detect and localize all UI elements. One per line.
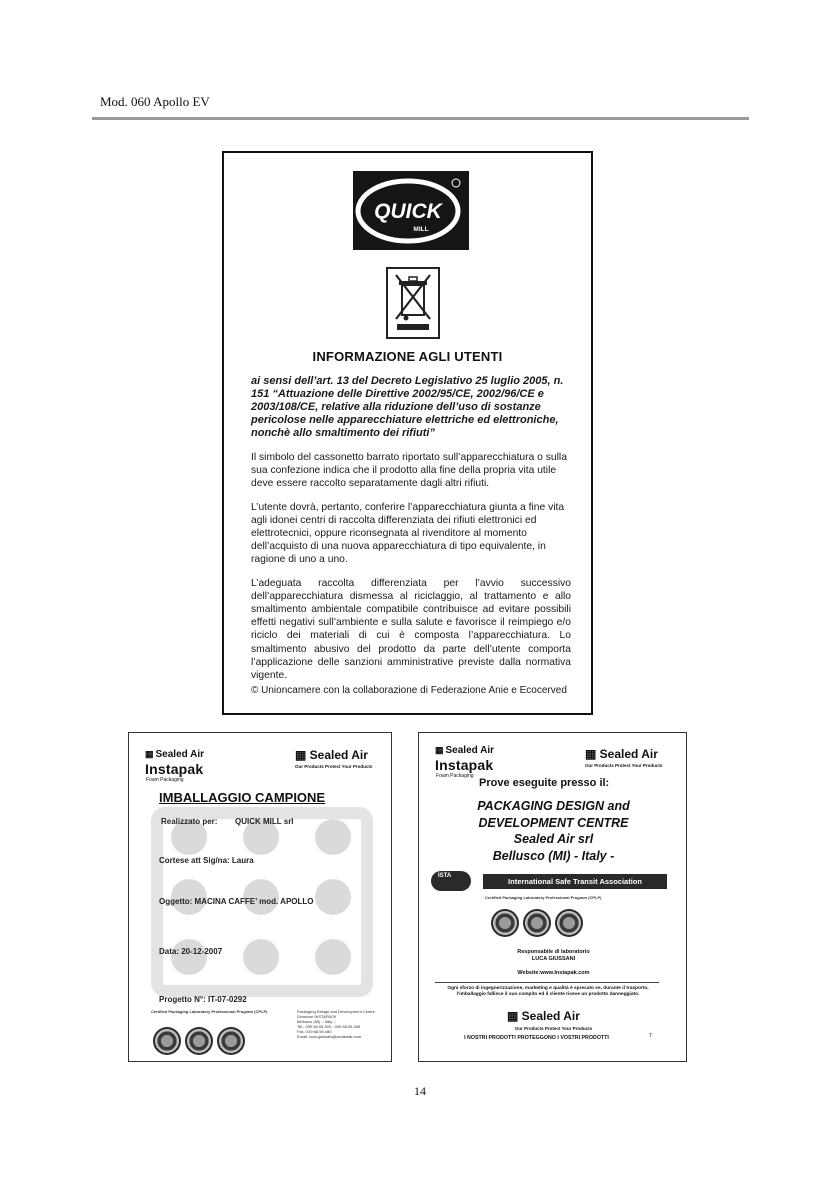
sealed-air-tagline: Our Products Protect Your Products — [585, 763, 663, 768]
cplp-label: Certified Packaging Laboratory Professional Program (CPLP) — [485, 895, 602, 900]
notice-paragraph-3: L’adeguata raccolta differenziata per l’avvio successivo dell’apparecchiatura dismessa al riciclaggio, al trattamento e allo smaltimento ambientale compatibile contribuisce ad evitare possibili effetti negativi sull’ambiente e sulla salute e favorisce il reimpiego e/o riciclo dei materiali di cui è composta l’apparecchiatura. Lo smaltimento abusivo del prodotto da parte dell’utente comporta l’applicazione delle sanzioni amministrative previste dalla normativa vigente. — [251, 577, 571, 682]
tray-cell — [315, 819, 351, 855]
certification-seal-icon — [491, 909, 519, 937]
foam-packaging-label: Foam Packaging — [436, 773, 474, 779]
certification-seal-icon — [523, 909, 551, 937]
tray-cell — [171, 939, 207, 975]
certification-seal-icon — [217, 1027, 245, 1055]
certification-seal-icon — [555, 909, 583, 937]
notice-credit: © Unioncamere con la collaborazione di Federazione Anie e Ecocerved — [251, 685, 567, 696]
notice-title: INFORMAZIONE AGLI UTENTI — [312, 349, 503, 364]
ista-label: International Safe Transit Association — [483, 874, 667, 889]
sealed-air-small-logo: ▦ Sealed Air — [145, 749, 205, 760]
sealed-air-logo: ▦ Sealed Air — [295, 748, 368, 762]
footer-tagline: Our Products Protect Your Products — [514, 1026, 593, 1031]
logo-subtext: MILL — [413, 226, 429, 233]
certification-seal-icon — [153, 1027, 181, 1055]
instapak-logo: Instapak — [145, 761, 204, 777]
subject-line: Oggetto: MACINA CAFFE’ mod. APOLLO — [159, 897, 314, 906]
project-line: Progetto N°: IT-07-0292 — [159, 995, 247, 1004]
panel-page-mark: 7 — [649, 1033, 652, 1039]
made-for-label: Realizzato per: — [161, 817, 218, 826]
date-line: Data: 20-12-2007 — [159, 947, 223, 956]
contact-block: Packaging Design and Development Centre Divisione INSTAPACK Bellusco (MI) – Italy – Tel.: 039 68.55.300 - 039 68.55.306 Fax: 039 68.55.480 Email: luca.giussani@sealedair.com — [297, 1009, 375, 1039]
crossed-bin-icon — [386, 267, 440, 339]
header-divider — [92, 117, 749, 120]
quick-mill-logo — [353, 171, 469, 250]
cplp-label: Certified Packaging Laboratory Professional Program (CPLP) — [151, 1009, 268, 1014]
document-header: Mod. 060 Apollo EV — [100, 94, 210, 109]
ista-banner — [431, 871, 667, 891]
sealed-air-small-logo: ▦ Sealed Air — [435, 745, 495, 756]
website-link[interactable]: Website:www.Instapak.com — [517, 970, 590, 976]
tray-cell — [243, 939, 279, 975]
page-number: 14 — [414, 1084, 426, 1098]
logo-text: QUICK — [374, 200, 442, 223]
quality-disclaimer: Ogni sforzo di ingegnerizzazione, marketing e qualità è sprecato se, durante il trasporto, l’imballaggio fallisce il suo compito ed il cliente riceve un prodotto danneggiato. — [447, 986, 649, 997]
sample-packaging-title: IMBALLAGGIO CAMPIONE — [159, 790, 326, 805]
notice-body — [251, 375, 571, 692]
notice-paragraph-2: L’utente dovrà, pertanto, conferire l’apparecchiatura giunta a fine vita agli idonei centri di raccolta differenziata dei rifiuti elettronici ed elettrotecnici, oppure riconsegnata al rivenditore al momento dell’acquisto di una nuova apparecchiatura di tipo equivalente, in ragione di uno a uno. — [251, 501, 565, 566]
attention-line: Cortese att Sig/na: Laura — [159, 856, 254, 865]
test-centre-name: PACKAGING DESIGN and DEVELOPMENT CENTRE Sealed Air srl Bellusco (MI) - Italy - — [477, 799, 630, 863]
instapak-logo: Instapak — [435, 757, 494, 773]
notice-legal-reference: ai sensi dell’art. 13 del Decreto Legislativo 25 luglio 2005, n. 151 “Attuazione delle Direttive 2002/95/CE, 2002/96/CE e 2003/108/CE, relative alla riduzione dell’uso di sostanze pericolose nelle apparecchiature elettriche ed elettroniche, nonchè allo smaltimento dei rifiuti” — [251, 375, 564, 439]
sealed-air-tagline: Our Products Protect Your Products — [295, 764, 373, 769]
foam-packaging-label: Foam Packaging — [146, 777, 184, 783]
test-centre-panel — [418, 732, 687, 1062]
tray-cell — [315, 939, 351, 975]
sealed-air-footer-logo: ▦ Sealed Air — [507, 1009, 580, 1023]
footer-slogan: I NOSTRI PRODOTTI PROTEGGONO I VOSTRI PRODOTTI — [464, 1035, 609, 1041]
lab-manager: Responsabile di laboratorio LUCA GIUSSANI — [517, 949, 590, 962]
tests-title: Prove eseguite presso il: — [479, 777, 610, 789]
ista-badge: ISTA — [438, 873, 452, 879]
weee-notice-panel — [222, 151, 593, 715]
notice-paragraph-1: Il simbolo del cassonetto barrato riportato sull’apparecchiatura o sulla sua confezione indica che il prodotto alla fine della propria vita utile deve essere raccolto separatamente dagli altri rifiuti. — [251, 452, 567, 490]
made-for-value: QUICK MILL srl — [235, 817, 294, 826]
tray-cell — [315, 879, 351, 915]
section-divider — [435, 982, 659, 983]
sample-packaging-panel — [128, 732, 392, 1062]
sealed-air-logo: ▦ Sealed Air — [585, 747, 658, 761]
certification-seal-icon — [185, 1027, 213, 1055]
